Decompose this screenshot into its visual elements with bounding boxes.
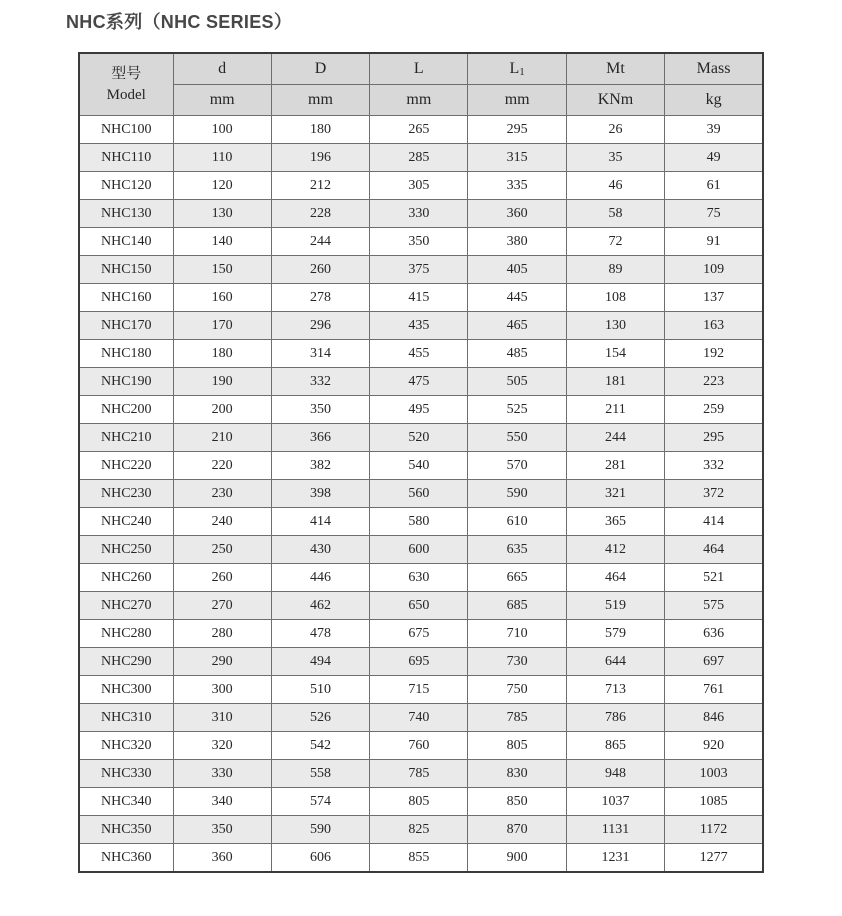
L1-cell: 685 (468, 592, 566, 620)
L1-cell: 710 (468, 620, 566, 648)
Mt-cell: 108 (566, 284, 664, 312)
model-cell: NHC270 (79, 592, 173, 620)
model-label-cn: 型号 (111, 66, 142, 83)
L1-cell: 525 (468, 396, 566, 424)
D-cell: 414 (271, 508, 369, 536)
Mt-cell: 519 (566, 592, 664, 620)
col-header-d: d (173, 53, 271, 85)
L1-cell: 485 (468, 340, 566, 368)
d-cell: 110 (173, 144, 271, 172)
D-cell: 606 (271, 844, 369, 873)
d-cell: 340 (173, 788, 271, 816)
L1-cell: 900 (468, 844, 566, 873)
table-row (79, 648, 763, 676)
model-cell: NHC170 (79, 312, 173, 340)
L1-cell: 590 (468, 480, 566, 508)
L-cell: 495 (370, 396, 468, 424)
Mt-cell: 58 (566, 200, 664, 228)
D-cell: 526 (271, 704, 369, 732)
model-cell: NHC220 (79, 452, 173, 480)
Mt-cell: 321 (566, 480, 664, 508)
Mass-cell: 1085 (665, 788, 763, 816)
Mt-cell: 644 (566, 648, 664, 676)
Mass-cell: 1003 (665, 760, 763, 788)
table-row (79, 340, 763, 368)
Mass-cell: 636 (665, 620, 763, 648)
model-cell: NHC250 (79, 536, 173, 564)
Mt-cell: 464 (566, 564, 664, 592)
table-row (79, 732, 763, 760)
d-cell: 100 (173, 116, 271, 144)
D-cell: 180 (271, 116, 369, 144)
Mt-cell: 46 (566, 172, 664, 200)
model-label-en: Model (106, 86, 146, 103)
L1-cell: 870 (468, 816, 566, 844)
D-cell: 382 (271, 452, 369, 480)
L1-cell: 380 (468, 228, 566, 256)
model-header-cell (79, 53, 173, 116)
D-cell: 574 (271, 788, 369, 816)
d-cell: 190 (173, 368, 271, 396)
table-row (79, 144, 763, 172)
D-cell: 350 (271, 396, 369, 424)
L1-cell: 335 (468, 172, 566, 200)
Mass-cell: 1172 (665, 816, 763, 844)
Mass-cell: 137 (665, 284, 763, 312)
Mt-cell: 35 (566, 144, 664, 172)
Mt-cell: 865 (566, 732, 664, 760)
table-row (79, 592, 763, 620)
table-row (79, 312, 763, 340)
D-cell: 398 (271, 480, 369, 508)
d-cell: 280 (173, 620, 271, 648)
L1-cell: 730 (468, 648, 566, 676)
Mass-cell: 697 (665, 648, 763, 676)
L-cell: 415 (370, 284, 468, 312)
Mass-cell: 192 (665, 340, 763, 368)
d-cell: 130 (173, 200, 271, 228)
Mass-cell: 464 (665, 536, 763, 564)
Mt-cell: 948 (566, 760, 664, 788)
L-cell: 740 (370, 704, 468, 732)
D-cell: 590 (271, 816, 369, 844)
unit-L1: mm (468, 85, 566, 116)
L-cell: 650 (370, 592, 468, 620)
table-row (79, 676, 763, 704)
unit-D: mm (271, 85, 369, 116)
unit-Mt: KNm (566, 85, 664, 116)
L-cell: 455 (370, 340, 468, 368)
model-cell: NHC290 (79, 648, 173, 676)
L1-cell: 295 (468, 116, 566, 144)
table-row (79, 116, 763, 144)
L-cell: 560 (370, 480, 468, 508)
L-cell: 350 (370, 228, 468, 256)
D-cell: 260 (271, 256, 369, 284)
Mass-cell: 109 (665, 256, 763, 284)
D-cell: 366 (271, 424, 369, 452)
Mass-cell: 332 (665, 452, 763, 480)
col-header-Mt: Mt (566, 53, 664, 85)
Mass-cell: 846 (665, 704, 763, 732)
spec-table (78, 52, 764, 873)
d-cell: 140 (173, 228, 271, 256)
model-cell: NHC350 (79, 816, 173, 844)
model-cell: NHC140 (79, 228, 173, 256)
D-cell: 430 (271, 536, 369, 564)
L-cell: 715 (370, 676, 468, 704)
D-cell: 314 (271, 340, 369, 368)
table-row (79, 508, 763, 536)
L1-cell: 610 (468, 508, 566, 536)
Mt-cell: 412 (566, 536, 664, 564)
model-cell: NHC310 (79, 704, 173, 732)
D-cell: 542 (271, 732, 369, 760)
Mass-cell: 259 (665, 396, 763, 424)
model-cell: NHC330 (79, 760, 173, 788)
model-cell: NHC280 (79, 620, 173, 648)
D-cell: 296 (271, 312, 369, 340)
Mass-cell: 61 (665, 172, 763, 200)
model-cell: NHC260 (79, 564, 173, 592)
d-cell: 200 (173, 396, 271, 424)
Mass-cell: 223 (665, 368, 763, 396)
D-cell: 332 (271, 368, 369, 396)
L-cell: 285 (370, 144, 468, 172)
d-cell: 160 (173, 284, 271, 312)
table-row (79, 368, 763, 396)
table-row (79, 816, 763, 844)
Mass-cell: 295 (665, 424, 763, 452)
d-cell: 230 (173, 480, 271, 508)
Mt-cell: 26 (566, 116, 664, 144)
L-cell: 855 (370, 844, 468, 873)
L1-cell: 785 (468, 704, 566, 732)
L-cell: 600 (370, 536, 468, 564)
L1-cell: 465 (468, 312, 566, 340)
D-cell: 196 (271, 144, 369, 172)
table-row (79, 424, 763, 452)
table-row (79, 200, 763, 228)
Mass-cell: 75 (665, 200, 763, 228)
Mt-cell: 181 (566, 368, 664, 396)
model-cell: NHC200 (79, 396, 173, 424)
table-row (79, 760, 763, 788)
table-row (79, 396, 763, 424)
Mt-cell: 1037 (566, 788, 664, 816)
L1-cell: 505 (468, 368, 566, 396)
table-row (79, 228, 763, 256)
L-cell: 305 (370, 172, 468, 200)
L-cell: 805 (370, 788, 468, 816)
unit-L: mm (370, 85, 468, 116)
table-row (79, 536, 763, 564)
Mt-cell: 244 (566, 424, 664, 452)
L-cell: 330 (370, 200, 468, 228)
Mt-cell: 713 (566, 676, 664, 704)
L-cell: 475 (370, 368, 468, 396)
model-cell: NHC120 (79, 172, 173, 200)
col-header-Mass: Mass (665, 53, 763, 85)
model-cell: NHC190 (79, 368, 173, 396)
L-cell: 520 (370, 424, 468, 452)
d-cell: 290 (173, 648, 271, 676)
Mass-cell: 521 (665, 564, 763, 592)
Mt-cell: 154 (566, 340, 664, 368)
Mt-cell: 786 (566, 704, 664, 732)
table-row (79, 172, 763, 200)
model-cell: NHC340 (79, 788, 173, 816)
D-cell: 558 (271, 760, 369, 788)
L1-cell: 360 (468, 200, 566, 228)
model-cell: NHC100 (79, 116, 173, 144)
d-cell: 350 (173, 816, 271, 844)
L-cell: 375 (370, 256, 468, 284)
d-cell: 310 (173, 704, 271, 732)
Mass-cell: 372 (665, 480, 763, 508)
L1-cell: 635 (468, 536, 566, 564)
d-cell: 260 (173, 564, 271, 592)
D-cell: 244 (271, 228, 369, 256)
L1-cell: 405 (468, 256, 566, 284)
L-cell: 540 (370, 452, 468, 480)
table-row (79, 564, 763, 592)
d-cell: 180 (173, 340, 271, 368)
L-cell: 825 (370, 816, 468, 844)
unit-Mass: kg (665, 85, 763, 116)
model-cell: NHC300 (79, 676, 173, 704)
Mt-cell: 89 (566, 256, 664, 284)
d-cell: 120 (173, 172, 271, 200)
L-cell: 675 (370, 620, 468, 648)
L-cell: 580 (370, 508, 468, 536)
header-unit-row (79, 85, 763, 116)
table-row (79, 284, 763, 312)
col-header-D: D (271, 53, 369, 85)
L-cell: 630 (370, 564, 468, 592)
table-row (79, 256, 763, 284)
d-cell: 220 (173, 452, 271, 480)
L-cell: 435 (370, 312, 468, 340)
Mt-cell: 130 (566, 312, 664, 340)
d-cell: 240 (173, 508, 271, 536)
d-cell: 250 (173, 536, 271, 564)
D-cell: 510 (271, 676, 369, 704)
D-cell: 494 (271, 648, 369, 676)
L1-cell: 315 (468, 144, 566, 172)
Mass-cell: 49 (665, 144, 763, 172)
Mass-cell: 414 (665, 508, 763, 536)
D-cell: 212 (271, 172, 369, 200)
table-row (79, 704, 763, 732)
page-title: NHC系列（NHC SERIES） (66, 12, 293, 32)
table-row (79, 788, 763, 816)
d-cell: 210 (173, 424, 271, 452)
L1-cell: 805 (468, 732, 566, 760)
model-cell: NHC150 (79, 256, 173, 284)
Mass-cell: 39 (665, 116, 763, 144)
Mt-cell: 1131 (566, 816, 664, 844)
model-cell: NHC210 (79, 424, 173, 452)
model-cell: NHC360 (79, 844, 173, 873)
Mt-cell: 72 (566, 228, 664, 256)
D-cell: 446 (271, 564, 369, 592)
L1-cell: 830 (468, 760, 566, 788)
table-row (79, 620, 763, 648)
d-cell: 320 (173, 732, 271, 760)
d-cell: 360 (173, 844, 271, 873)
table-row (79, 480, 763, 508)
d-cell: 150 (173, 256, 271, 284)
model-cell: NHC240 (79, 508, 173, 536)
model-cell: NHC110 (79, 144, 173, 172)
table-row (79, 452, 763, 480)
D-cell: 478 (271, 620, 369, 648)
Mt-cell: 579 (566, 620, 664, 648)
d-cell: 330 (173, 760, 271, 788)
Mass-cell: 920 (665, 732, 763, 760)
model-cell: NHC230 (79, 480, 173, 508)
d-cell: 270 (173, 592, 271, 620)
Mt-cell: 211 (566, 396, 664, 424)
header-symbol-row (79, 53, 763, 85)
col-header-L1: $L_1$ (468, 53, 566, 85)
table-header (79, 53, 763, 116)
model-cell: NHC180 (79, 340, 173, 368)
unit-d: mm (173, 85, 271, 116)
model-cell: NHC320 (79, 732, 173, 760)
Mass-cell: 1277 (665, 844, 763, 873)
L1-cell: 750 (468, 676, 566, 704)
L-cell: 760 (370, 732, 468, 760)
D-cell: 462 (271, 592, 369, 620)
D-cell: 228 (271, 200, 369, 228)
D-cell: 278 (271, 284, 369, 312)
L1-cell: 550 (468, 424, 566, 452)
Mass-cell: 575 (665, 592, 763, 620)
Mass-cell: 163 (665, 312, 763, 340)
model-cell: NHC130 (79, 200, 173, 228)
table-body (79, 116, 763, 873)
Mass-cell: 91 (665, 228, 763, 256)
L1-cell: 445 (468, 284, 566, 312)
model-cell: NHC160 (79, 284, 173, 312)
L1-cell: 570 (468, 452, 566, 480)
d-cell: 170 (173, 312, 271, 340)
Mt-cell: 1231 (566, 844, 664, 873)
table-row (79, 844, 763, 873)
L1-cell: 850 (468, 788, 566, 816)
col-header-L: L (370, 53, 468, 85)
Mt-cell: 365 (566, 508, 664, 536)
Mass-cell: 761 (665, 676, 763, 704)
L-cell: 265 (370, 116, 468, 144)
L-cell: 785 (370, 760, 468, 788)
L1-cell: 665 (468, 564, 566, 592)
d-cell: 300 (173, 676, 271, 704)
Mt-cell: 281 (566, 452, 664, 480)
L-cell: 695 (370, 648, 468, 676)
